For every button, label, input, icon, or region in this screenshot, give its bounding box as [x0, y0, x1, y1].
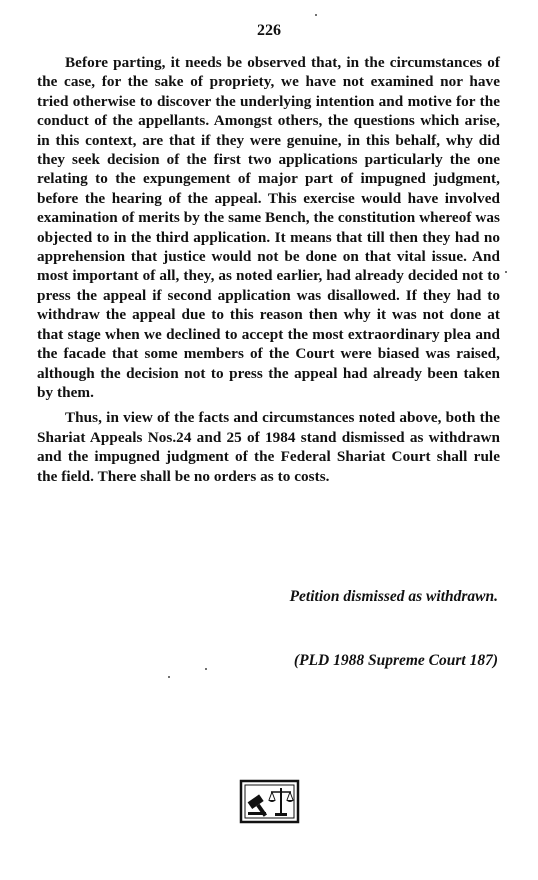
page-number: 226 [257, 22, 281, 39]
case-citation: (PLD 1988 Supreme Court 187) [293, 652, 498, 669]
paragraph-before-parting: Before parting, it needs be observed that, in the circumstances of the case, for the sake of propriety, we have not examined nor have tried otherwise to discover the underlying intention and motive for the conduct of the appellants. Amongst others, the questions which arise, in this context, are that if they were genuine, in this behalf, why did they seek decision of the first two applications particularly the one relating to the expungement of major part of impugned judgment, before the hearing of the appeal. This exercise would have involved examination of merits by the same Bench, the constitution whereof was objected to in the third application. It means that till then they had no apprehension that justice would not be done on that vital issue. And most important of all, they, as noted earlier, had already decided not to press the appeal if second application was disallowed. If they had to withdraw the appeal due to this reason then why it was not done at that stage when we declined to accept the most extraordinary plea and the facade that some members of the Court were biased was raised, although the decision not to press the appeal had already been taken by them. [37, 54, 500, 401]
closing-order: Petition dismissed as withdrawn. [289, 588, 498, 605]
scan-speck [205, 668, 207, 670]
scan-speck [168, 676, 170, 678]
scan-speck [505, 271, 507, 273]
scales-of-justice-emblem-icon [239, 779, 300, 824]
scan-speck [315, 14, 317, 16]
judgment-body [37, 53, 500, 486]
paragraph-conclusion: Thus, in view of the facts and circumstances noted above, both the Shariat Appeals Nos.24 and 25 of 1984 stand dismissed as withdrawn and the impugned judgment of the Federal Shariat Court shall rule the field. There shall be no orders as to costs. [37, 409, 500, 485]
